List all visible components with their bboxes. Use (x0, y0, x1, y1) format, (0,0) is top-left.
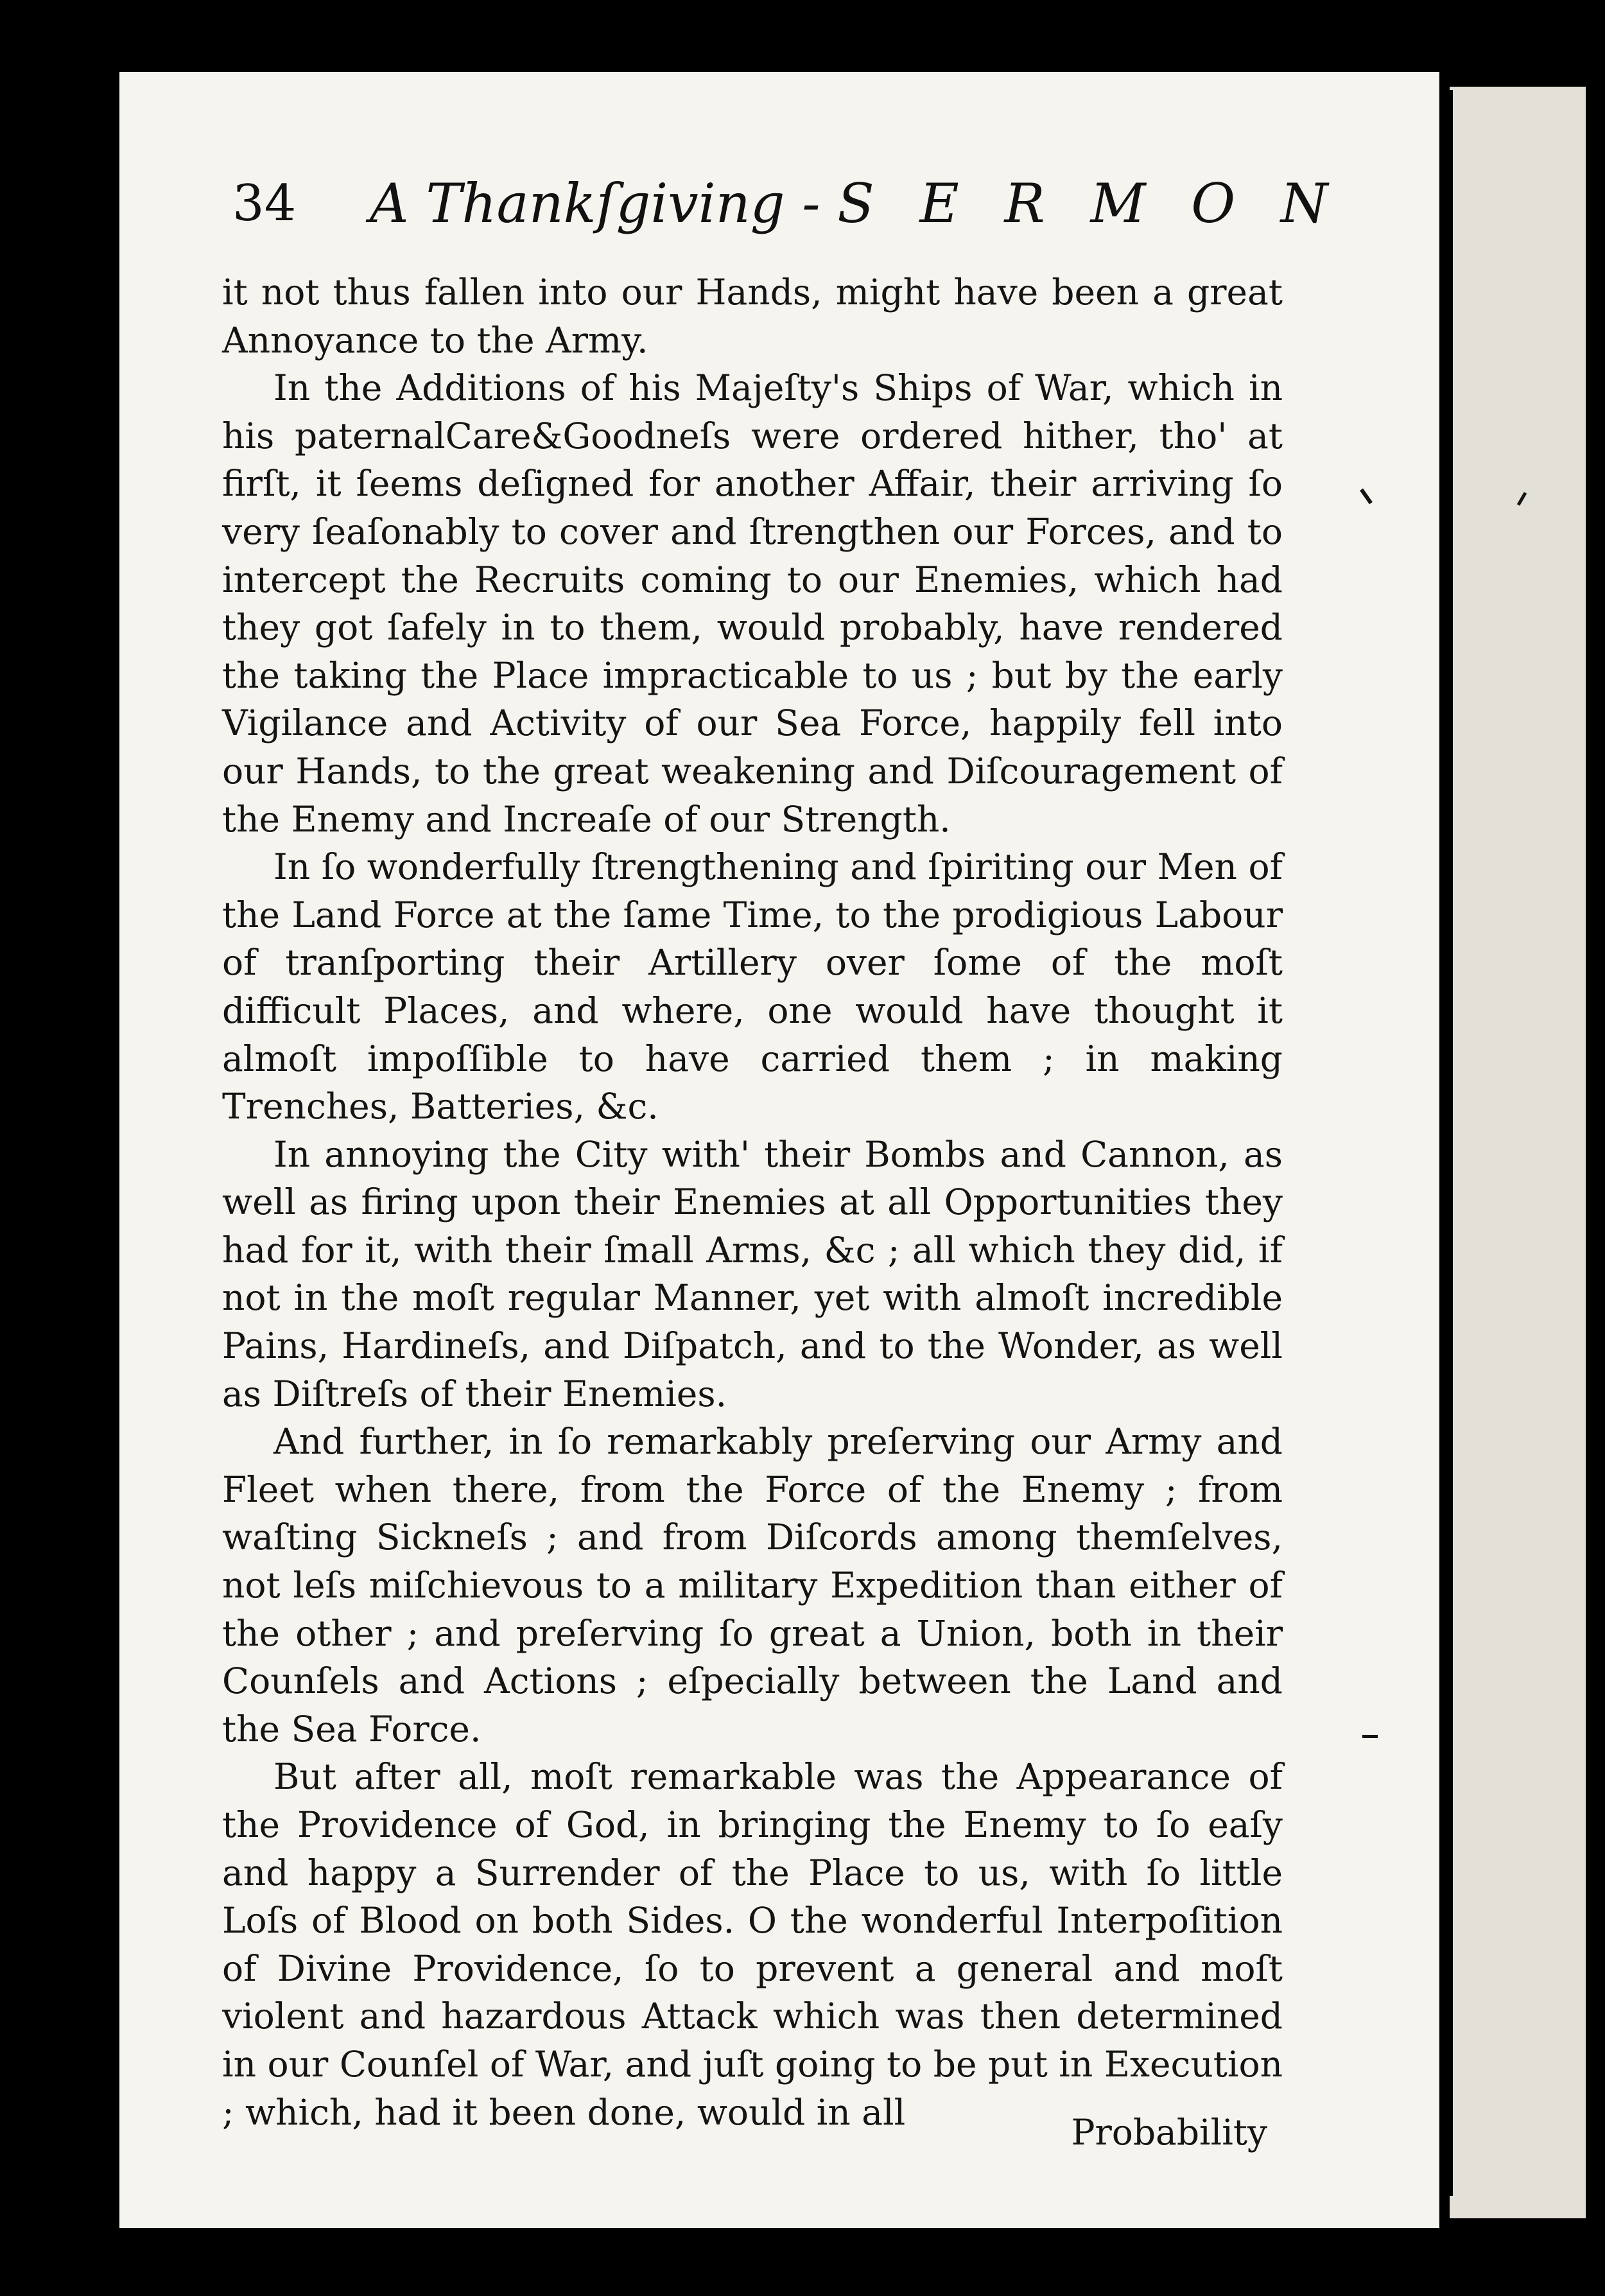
paragraph: In ſo wonderfully ſtrengthening and ſpiriting our Men of the Land Force at the ſame Time, to the prodigious Labour of tranſporting their Artillery over ſome of the moſt difficult Places, and where, one would have thought it almoſt impoſſible to have carried them ; in making Trenches, Batteries, &c. (222, 846, 1283, 1127)
running-title-caps: S E R M O N (837, 172, 1342, 235)
running-title (370, 168, 1342, 239)
page-number: 34 (232, 175, 297, 232)
gutter-shadow (1444, 90, 1453, 2196)
page-header (232, 168, 1342, 239)
ink-speck (1362, 1735, 1378, 1738)
catchword: Probability (1071, 2112, 1267, 2153)
paragraph: And further, in ſo remarkably preſerving our Army and Fleet when there, from the Force of the Enemy ; from waſting Sickneſs ; and from Diſcords among themſelves, not leſs miſchievous to a military Expedition than either of the other ; and preſerving ſo great a Union, both in their Counſels and Actions ; eſpecially between the Land and the Sea Force. (222, 1421, 1283, 1750)
running-title-lead: A Thankſgiving - (370, 172, 820, 235)
paragraph: In the Additions of his Majeſty's Ships of War, which in his paternalCare&Goodneſs were ordered hither, tho' at firſt, it ſeems deſigned for another Affair, their arriving ſo very ſeaſonably to cover and ſtrengthen our Forces, and to intercept the Recruits coming to our Enemies, which had they got ſafely in to them, would probably, have rendered the taking the Place impracticable to us ; but by the early Vigilance and Activity of our Sea Force, happily fell into our Hands, to the great weakening and Diſcouragement of the Enemy and Increaſe of our Strength. (222, 367, 1283, 840)
facing-page-edge (1450, 87, 1586, 2218)
paragraph: But after all, moſt remarkable was the Appearance of the Providence of God, in bringing the Enemy to ſo eaſy and happy a Surrender of the Place to us, with ſo little Loſs of Blood on both Sides. O the wonderful Interpoſition of Divine Providence, ſo to prevent a general and moſt violent and hazardous Attack which was then determined in our Counſel of War, and juſt going to be put in Execution ; which, had it been done, would in all (222, 1756, 1283, 2133)
sermon-text (222, 268, 1283, 2136)
paragraph: In annoying the City with' their Bombs and Cannon, as well as firing upon their Enemies at all Opportunities they had for it, with their ſmall Arms, &c ; all which they did, if not in the moſt regular Manner, yet with almoſt incredible Pains, Hardineſs, and Diſpatch, and to the Wonder, as well as Diſtreſs of their Enemies. (222, 1133, 1283, 1414)
paragraph: it not thus fallen into our Hands, might have been a great Annoyance to the Army. (222, 272, 1283, 361)
